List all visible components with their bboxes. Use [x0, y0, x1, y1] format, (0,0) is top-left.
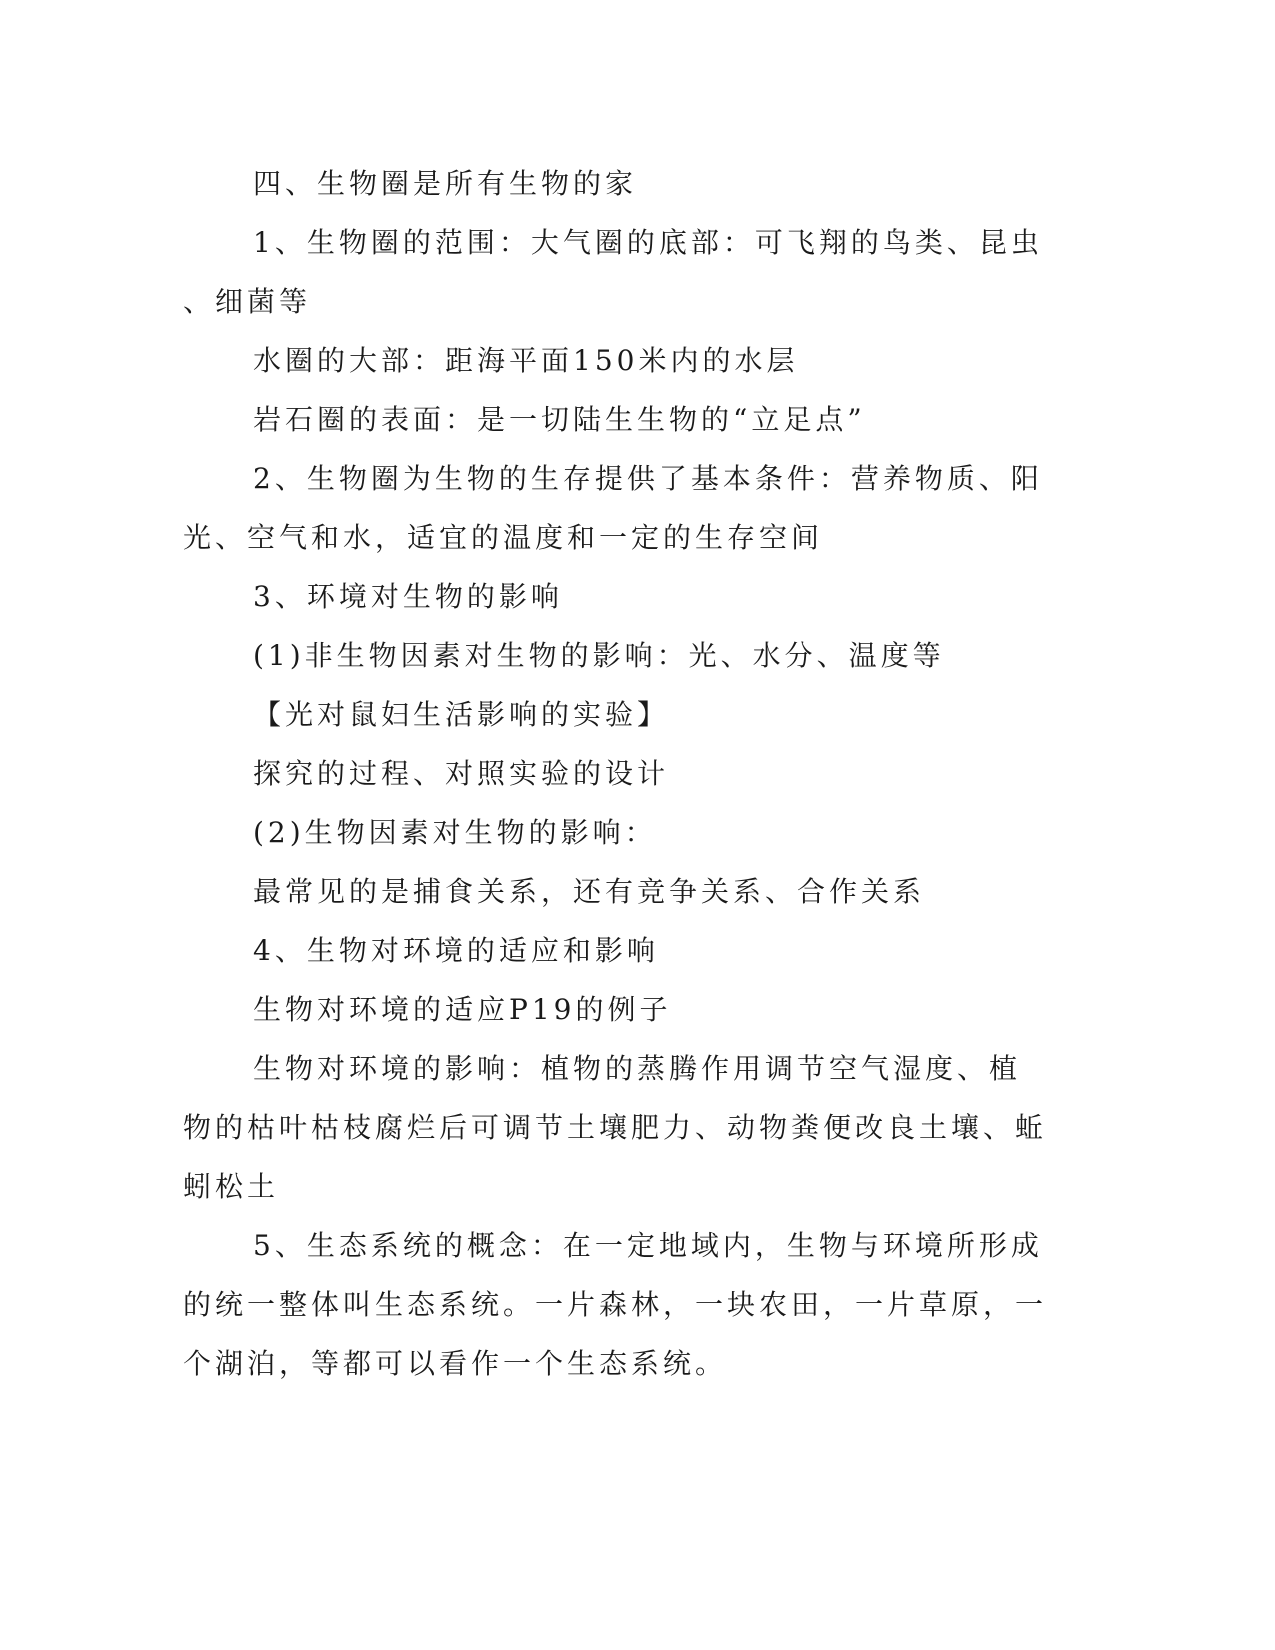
text-line: 最常见的是捕食关系，还有竞争关系、合作关系: [253, 875, 926, 908]
document-body: [183, 154, 1048, 1393]
text-line: 水圈的大部：距海平面150米内的水层: [253, 344, 799, 377]
text-line: 物的枯叶枯枝腐烂后可调节土壤肥力、动物粪便改良土壤、蚯: [183, 1111, 1048, 1144]
text-line: 、细菌等: [183, 285, 312, 318]
text-line: 2、生物圈为生物的生存提供了基本条件：营养物质、阳: [253, 462, 1043, 495]
text-line: 【光对鼠妇生活影响的实验】: [253, 698, 670, 731]
text-line: 个湖泊，等都可以看作一个生态系统。: [183, 1347, 728, 1380]
text-line: 探究的过程、对照实验的设计: [253, 757, 670, 790]
text-line: 1、生物圈的范围：大气圈的底部：可飞翔的鸟类、昆虫: [253, 226, 1043, 259]
text-line: 5、生态系统的概念：在一定地域内，生物与环境所形成: [253, 1229, 1043, 1262]
text-line: 4、生物对环境的适应和影响: [253, 934, 659, 967]
text-line: 生物对环境的影响：植物的蒸腾作用调节空气湿度、植: [253, 1052, 1022, 1085]
text-line: 的统一整体叫生态系统。一片森林，一块农田，一片草原，一: [183, 1288, 1048, 1321]
text-line: 光、空气和水，适宜的温度和一定的生存空间: [183, 521, 824, 554]
text-line: 岩石圈的表面：是一切陆生生物的“立足点”: [253, 403, 866, 436]
section-heading: 四、生物圈是所有生物的家: [253, 167, 638, 200]
text-line: 生物对环境的适应P19的例子: [253, 993, 672, 1026]
text-line: 蚓松土: [183, 1170, 280, 1203]
text-line: (1)非生物因素对生物的影响：光、水分、温度等: [253, 639, 945, 672]
text-line: 3、环境对生物的影响: [253, 580, 563, 613]
text-line: (2)生物因素对生物的影响：: [253, 816, 657, 849]
